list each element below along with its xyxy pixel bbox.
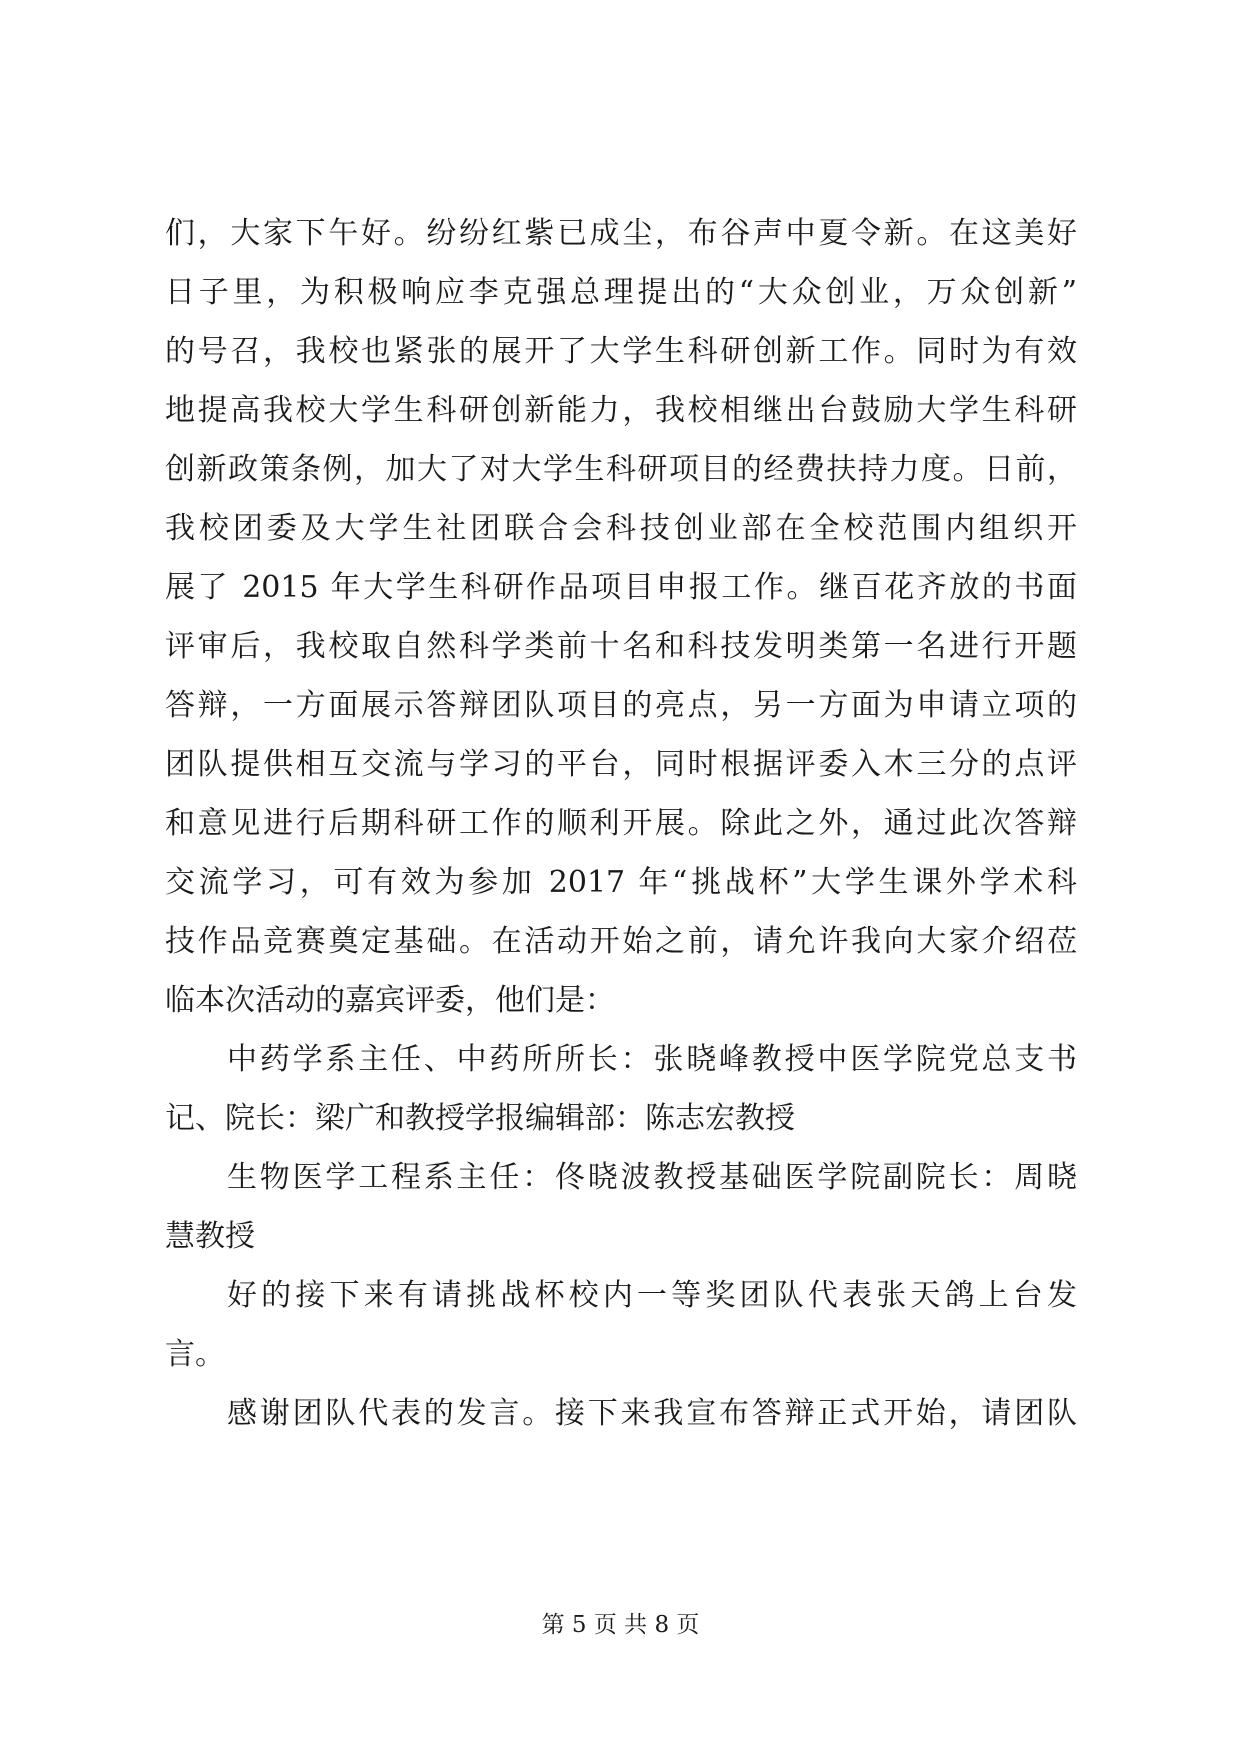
text-line: 临本次活动的嘉宾评委，他们是： (165, 983, 615, 1018)
text-line: 中药学系主任、中药所所长：张晓峰教授中医学院党总支书 (227, 1042, 1077, 1077)
body-text (165, 204, 1077, 1443)
text-line: 地提高我校大学生科研创新能力，我校相继出台鼓励大学生科研 (165, 393, 1077, 428)
text-line: 的号召，我校也紧张的展开了大学生科研创新工作。同时为有效 (165, 334, 1077, 369)
text-line: 记、院长：梁广和教授学报编辑部：陈志宏教授 (165, 1101, 795, 1136)
text-line: 技作品竞赛奠定基础。在活动开始之前，请允许我向大家介绍莅 (165, 924, 1077, 959)
text-line: 生物医学工程系主任：佟晓波教授基础医学院副院长：周晓 (227, 1160, 1077, 1195)
text-line: 好的接下来有请挑战杯校内一等奖团队代表张天鸽上台发 (227, 1278, 1077, 1313)
text-line: 日子里，为积极响应李克强总理提出的“大众创业，万众创新” (165, 275, 1077, 310)
text-line: 交流学习，可有效为参加 2017 年“挑战杯”大学生课外学术科 (165, 865, 1077, 900)
text-line: 我校团委及大学生社团联合会科技创业部在全校范围内组织开 (165, 511, 1077, 546)
text-line: 评审后，我校取自然科学类前十名和科技发明类第一名进行开题 (165, 629, 1077, 664)
text-line: 慧教授 (165, 1219, 255, 1254)
text-line: 展了 2015 年大学生科研作品项目申报工作。继百花齐放的书面 (165, 570, 1077, 605)
text-line: 团队提供相互交流与学习的平台，同时根据评委入木三分的点评 (165, 747, 1077, 782)
text-line: 感谢团队代表的发言。接下来我宣布答辩正式开始，请团队 (227, 1396, 1077, 1431)
text-line: 们，大家下午好。纷纷红紫已成尘，布谷声中夏令新。在这美好 (165, 216, 1077, 251)
page-number: 第 5 页 共 8 页 (541, 1612, 700, 1638)
text-line: 言。 (165, 1337, 225, 1372)
text-line: 答辩，一方面展示答辩团队项目的亮点，另一方面为申请立项的 (165, 688, 1077, 723)
text-line: 和意见进行后期科研工作的顺利开展。除此之外，通过此次答辩 (165, 806, 1077, 841)
text-line: 创新政策条例，加大了对大学生科研项目的经费扶持力度。日前， (165, 452, 1077, 487)
